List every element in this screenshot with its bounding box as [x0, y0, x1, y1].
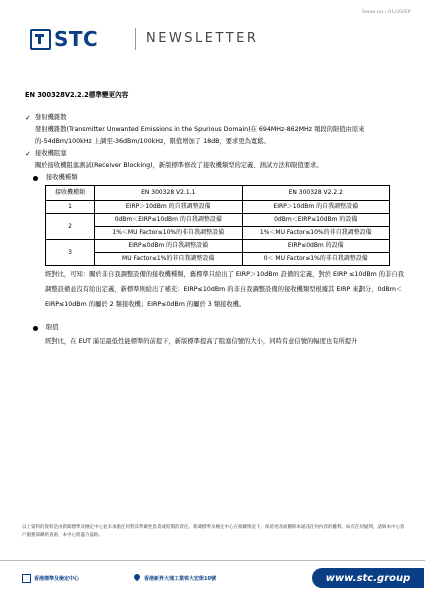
receiver-category-table	[45, 185, 390, 266]
issue-number: Issue no.: 01/20/EP	[362, 9, 411, 15]
footer-address: 香港新界大埔工業邨大宏街10號	[144, 575, 216, 582]
table-cell-type: 1	[46, 201, 95, 214]
checkmark-icon: ✓	[25, 150, 31, 158]
table-cell-type: 3	[46, 240, 95, 266]
bullet-text: 接收機種類	[46, 174, 78, 181]
bullet-dot-icon	[33, 176, 38, 181]
checkmark-icon: ✓	[25, 114, 31, 122]
table-row	[46, 240, 390, 253]
table-cell: 1%＜MU Factor≤10%的非自我調整設備	[242, 227, 390, 240]
comparison-paragraph: 經對比，可知：關於非自我調整設備的接收機種類，舊標準只給出了 EIRP＞10dBm 設備的定義，對於 EIRP ≤10dBm 的非自我調整設備並沒有給出定義，新標準則給出了補充：EIRP≤10dBm 的非自我調整設備的接收機類型根據其 EIRP 來劃分，0dBm＜EIRP≤10dBm 的屬於 2 類接收機；EIRP≤0dBm 的屬於 3 類接收機。	[45, 271, 404, 308]
table-cell: EIRP＞10dBm 的自我調整設備	[242, 201, 390, 214]
section-receiver-text: 關於接收機阻塞測試(Receiver Blocking)，新版標準修改了接收機類型的定義、測試方法和限值要求。	[35, 162, 323, 169]
section-heading-text: 接收機阻塞	[35, 150, 67, 157]
table-header-row	[46, 186, 390, 201]
table-cell: EIRP≤0dBm 的自我調整設備	[95, 240, 243, 253]
disclaimer-text: 以上資料的資料是由新聞標準及檢定中心並未承擔任何對其準確性負責或賠償的責任。新聞標準及檢定中心在相關情況下，保留更改或刪除本通訊任何內容的權利。如有任何疑問，請與本中心客戶服務部聯絡查詢，本中心將盡力協助。	[22, 525, 405, 538]
table-row	[46, 227, 390, 240]
table-cell: 0＜ MU Factor≤1%的非自我調整設備	[242, 253, 390, 266]
table-cell: MU Factor≤1%的非自我調整設備	[95, 253, 243, 266]
table-header-cell: EN 300328 V2.2.2	[242, 186, 390, 201]
table-cell: 1%＜MU Factor≤10%的非自我調整設備	[95, 227, 243, 240]
table-cell: EIRP＞10dBm 的自我調整設備	[95, 201, 243, 214]
limit-paragraph: 經對比，在 EUT 滿足最低性能標準的前提下，新版標準提高了阻塞信號的大小，同時有意信號的幅度也有所提升	[45, 338, 358, 345]
table-cell: 0dBm＜EIRP≤10dBm 的設備	[242, 214, 390, 227]
header-divider	[135, 28, 136, 50]
footer-divider	[0, 560, 425, 561]
brand-name: STC	[54, 27, 99, 51]
website-link[interactable]	[312, 568, 424, 588]
article-body	[25, 89, 405, 349]
footer	[22, 568, 412, 588]
table-cell-type: 2	[46, 214, 95, 240]
website-text: www.stc.group	[325, 572, 411, 584]
footer-org: 香港標準及檢定中心	[34, 575, 80, 582]
article-title: EN 300328V2.2.2標準變更內容	[25, 91, 129, 99]
table-header-cell: EN 300328 V2.1.1	[95, 186, 243, 201]
table-row	[46, 201, 390, 214]
section-heading-text: 發射機雜散	[35, 114, 67, 121]
stc-mini-logo-icon	[22, 574, 31, 583]
section-transmitter-heading	[25, 112, 405, 124]
table-header-cell: 接收機種類	[46, 186, 95, 201]
bullet-text: 限值	[46, 324, 59, 331]
limit-section	[25, 322, 405, 349]
stc-logo-icon	[30, 29, 51, 50]
table-row	[46, 214, 390, 227]
table-row	[46, 253, 390, 266]
location-pin-icon	[134, 574, 140, 582]
bullet-dot-icon	[33, 326, 38, 331]
bullet-receiver-types	[25, 172, 405, 184]
section-transmitter-text: 發射機雜散(Transmitter Unwanted Emissions in the Spurious Domain)在 694MHz-862MHz 頻段的限值由原來的-54dBm/100kHz 上調至-36dBm/100kHz，限值增加了 18dB，要求更為寬鬆。	[35, 126, 365, 145]
stc-logo	[30, 28, 98, 50]
table-cell: 0dBm＜EIRP≤10dBm 的自我調整設備	[95, 214, 243, 227]
table-cell: EIRP≤0dBm 的設備	[242, 240, 390, 253]
newsletter-title: NEWSLETTER	[146, 31, 259, 46]
bullet-limit	[25, 322, 405, 334]
section-receiver-heading	[25, 148, 405, 160]
